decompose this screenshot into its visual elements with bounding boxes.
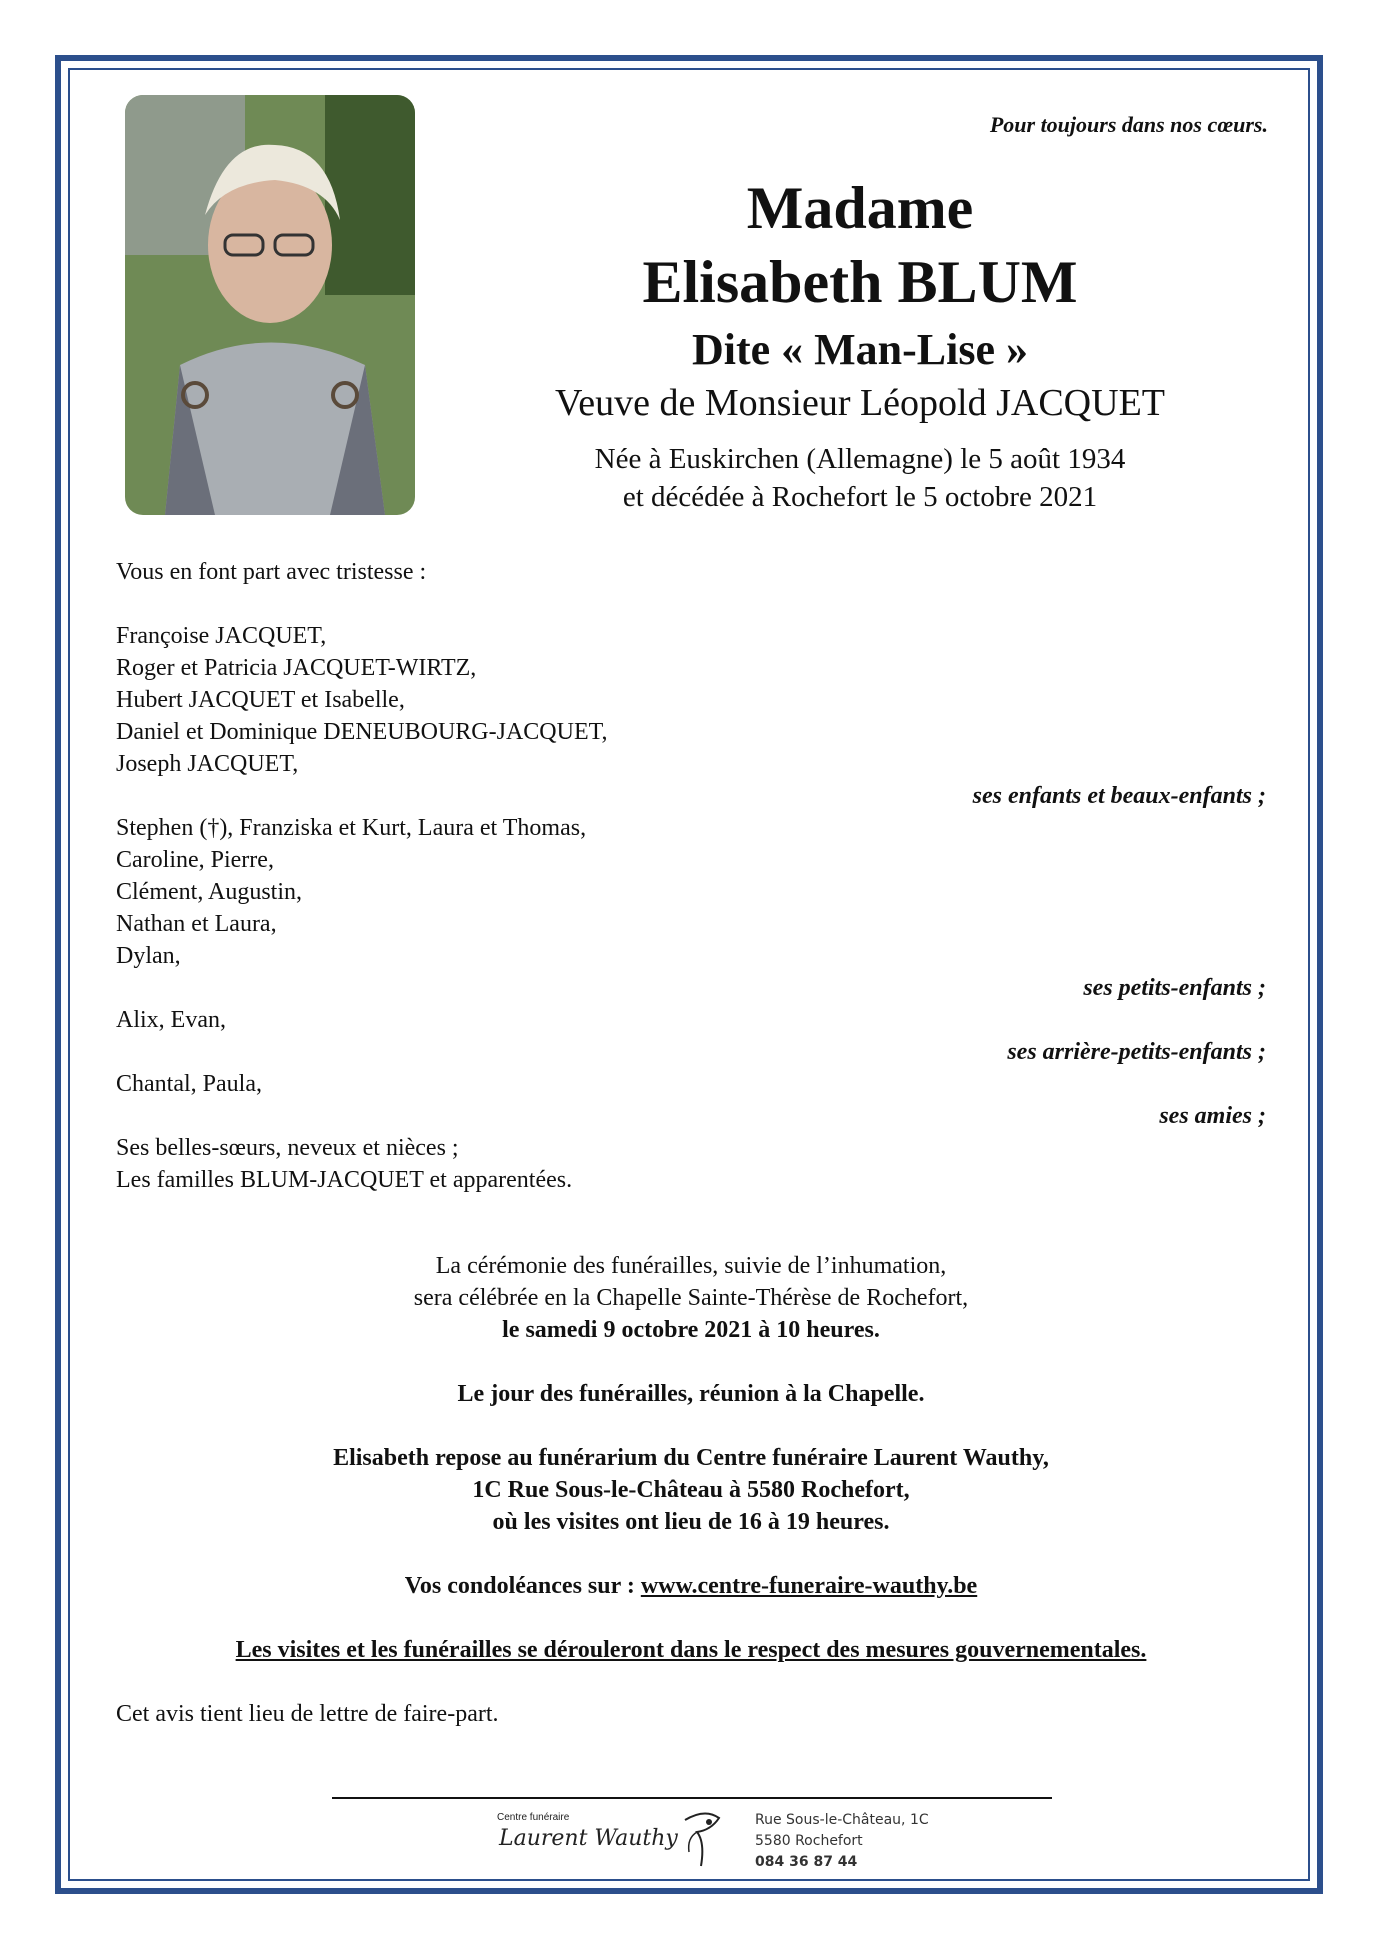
- portrait-photo: [125, 95, 415, 515]
- list-item: Alix, Evan,: [116, 1007, 226, 1033]
- condolences-line: [116, 1570, 1266, 1602]
- children-label: ses enfants et beaux-enfants ;: [972, 783, 1266, 809]
- list-item: Ses belles-sœurs, neveux et nièces ;: [116, 1135, 459, 1161]
- intro-line: Vous en font part avec tristesse :: [116, 559, 427, 585]
- list-item: Nathan et Laura,: [116, 911, 277, 937]
- list-item: Caroline, Pierre,: [116, 847, 274, 873]
- ceremony-line-2: sera célébrée en la Chapelle Sainte-Thérèse de Rochefort,: [413, 1285, 969, 1311]
- list-item: Françoise JACQUET,: [116, 623, 327, 649]
- honorific: Madame: [746, 175, 974, 241]
- ceremony-details: [116, 1250, 1266, 1666]
- funeral-home-logo: [497, 1808, 747, 1870]
- list-item: Dylan,: [116, 943, 181, 969]
- family-announcement: [116, 556, 1266, 1196]
- memorial-motto: Pour toujours dans nos cœurs.: [989, 112, 1268, 137]
- list-item: Daniel et Dominique DENEUBOURG-JACQUET,: [116, 719, 608, 745]
- footer-divider: [332, 1797, 1052, 1799]
- address-line-1: Rue Sous-le-Château, 1C: [755, 1812, 929, 1828]
- rest-line-2: 1C Rue Sous-le-Château à 5580 Rochefort,: [472, 1477, 910, 1503]
- great-grandchildren-label: ses arrière-petits-enfants ;: [1007, 1039, 1266, 1065]
- logo-small-text: Centre funéraire: [497, 1812, 570, 1823]
- measures-notice: Les visites et les funérailles se dérouleront dans le respect des mesures gouvernementales.: [235, 1637, 1147, 1663]
- list-item: Chantal, Paula,: [116, 1071, 262, 1097]
- list-item: Clément, Augustin,: [116, 879, 302, 905]
- list-item: Roger et Patricia JACQUET-WIRTZ,: [116, 655, 477, 681]
- list-item: Hubert JACQUET et Isabelle,: [116, 687, 405, 713]
- widow-of: Veuve de Monsieur Léopold JACQUET: [554, 382, 1165, 424]
- ceremony-date: le samedi 9 octobre 2021 à 10 heures.: [502, 1317, 880, 1343]
- list-item: Joseph JACQUET,: [116, 751, 299, 777]
- deceased-name: Elisabeth BLUM: [642, 249, 1078, 315]
- closing-note: Cet avis tient lieu de lettre de faire-part.: [116, 1701, 499, 1727]
- grandchildren-label: ses petits-enfants ;: [1083, 975, 1266, 1001]
- list-item: Les familles BLUM-JACQUET et apparentées.: [116, 1167, 573, 1193]
- condolences-prefix: Vos condoléances sur :: [404, 1573, 635, 1599]
- address-line-2: 5580 Rochefort: [755, 1833, 863, 1849]
- nickname: Dite « Man-Lise »: [691, 325, 1029, 374]
- rest-line-1: Elisabeth repose au funérarium du Centre funéraire Laurent Wauthy,: [333, 1445, 1049, 1471]
- list-item: Stephen (†), Franziska et Kurt, Laura et Thomas,: [116, 815, 587, 841]
- phone-number: 084 36 87 44: [755, 1854, 858, 1870]
- funeral-home-address: [755, 1810, 929, 1873]
- condolences-link[interactable]: www.centre-funeraire-wauthy.be: [640, 1573, 978, 1599]
- logo-script-text: Laurent Wauthy: [499, 1826, 678, 1851]
- ceremony-line-1: La cérémonie des funérailles, suivie de l’inhumation,: [435, 1253, 947, 1279]
- calla-lily-icon: [675, 1808, 727, 1868]
- death-info: et décédée à Rochefort le 5 octobre 2021: [622, 481, 1098, 513]
- meeting-info: Le jour des funérailles, réunion à la Chapelle.: [457, 1381, 925, 1407]
- rest-line-3: où les visites ont lieu de 16 à 19 heures.: [492, 1509, 890, 1535]
- birth-info: Née à Euskirchen (Allemagne) le 5 août 1934: [594, 443, 1126, 475]
- friends-label: ses amies ;: [1159, 1103, 1266, 1129]
